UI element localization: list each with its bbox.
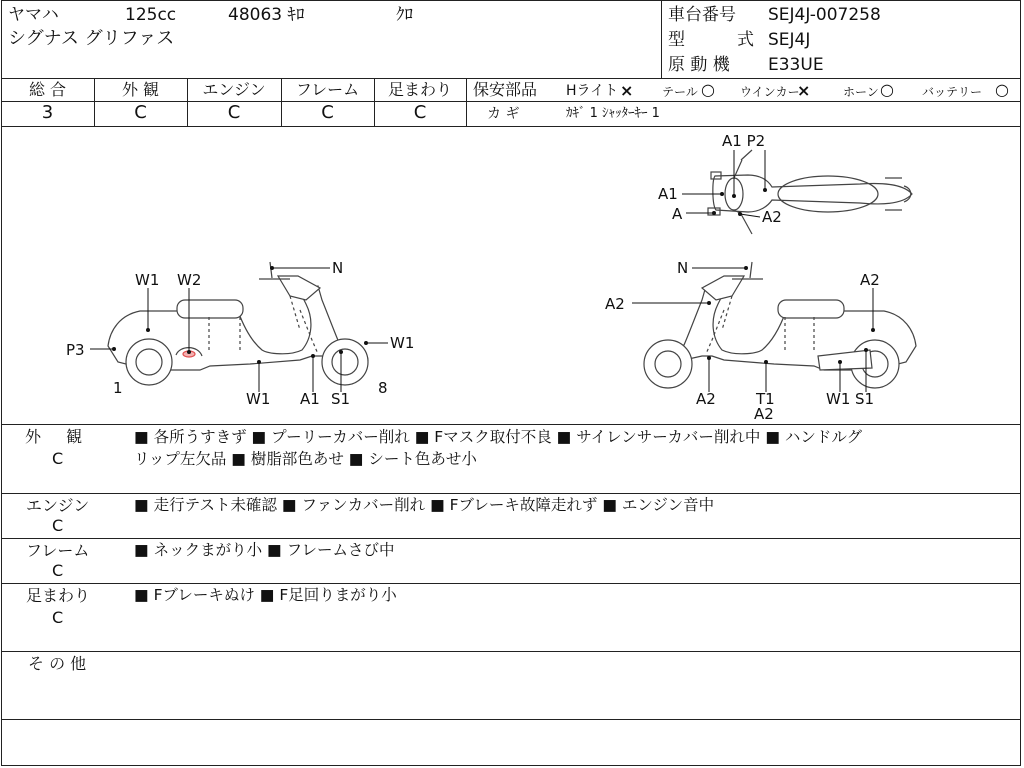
section-label: エンジン [26,496,90,515]
safety-horn: ホーン [843,85,879,99]
safety-battery: バッテリー [922,85,983,99]
label-left-p3: P3 [66,341,85,359]
divider [1,101,1021,102]
label-right-a2-bottom: A2 [696,390,716,408]
section-grade: C [52,449,64,468]
grade-engine-value: C [227,102,241,123]
type-value: SEJ4J [768,30,811,50]
maker: ヤマハ [8,5,59,25]
label-left-w2: W2 [177,271,202,289]
grade-total-value: 3 [41,102,54,123]
safety-winker-mark: × [797,81,811,100]
type-label-2: 式 [737,30,754,50]
label-right-a2-left: A2 [605,295,625,313]
section-line: ■ 走行テスト未確認 ■ ファンカバー削れ ■ Fブレーキ故障走れず ■ エンジン音中 [134,496,715,514]
label-left-a1: A1 [300,390,320,408]
label-top-a1-p2: A1 P2 [722,132,766,150]
displacement: 125cc [125,5,177,25]
safety-horn-mark: ○ [880,80,894,99]
divider [1,719,1021,720]
divider [466,78,467,126]
safety-winker: ウインカー [740,85,800,99]
mileage: 48063 ｷﾛ [228,5,305,25]
section-line: ■ ネックまがり小 ■ フレームさび中 [134,541,395,559]
grade-engine-label: エンジン [202,80,266,99]
safety-headlight-mark: × [620,81,634,100]
model-name: シグナス グリファス [8,28,175,49]
key-value: ｶｷﾞ 1 ｼｬｯﾀｰｷｰ 1 [566,106,660,121]
section-label: フレーム [26,541,90,560]
grade-exterior-label: 外 観 [121,80,160,99]
grade-exterior-value: C [134,102,147,123]
label-top-a: A [672,205,683,223]
divider [1,424,1021,425]
safety-label: 保安部品 [473,80,538,99]
label-top-a2: A2 [762,208,782,226]
label-right-n: N [677,259,689,277]
section-grade: C [52,608,64,627]
label-left-8: 8 [378,379,388,397]
grade-frame-value: C [321,102,334,123]
section-line: リップ左欠品 ■ 樹脂部色あせ ■ シート色あせ小 [134,450,477,468]
section-grade: C [52,516,64,535]
type-label-1: 型 [668,30,685,50]
label-left-w1-bottom: W1 [246,390,271,408]
section-label: そ の 他 [28,654,87,673]
section-line: ■ Fブレーキぬけ ■ F足回りまがり小 [134,586,397,604]
safety-battery-mark: ○ [995,80,1009,99]
divider [1,78,1021,79]
label-right-s1: S1 [855,390,875,408]
label-left-w1-top: W1 [135,271,160,289]
label-left-w1-right: W1 [390,334,415,352]
key-label: カ ギ [487,106,520,122]
label-right-a2-top: A2 [860,271,880,289]
grade-total-label: 総 合 [28,80,67,99]
label-top-a1: A1 [658,185,678,203]
label-left-1: 1 [113,379,123,397]
grade-suspension-label: 足まわり [387,80,452,99]
color: ｸﾛ [396,5,413,25]
grade-suspension-value: C [413,102,427,123]
label-left-s1: S1 [331,390,351,408]
frame-no: SEJ4J-007258 [768,5,881,25]
frame-no-label: 車台番号 [668,5,736,25]
header-divider [661,0,662,78]
section-label: 外 観 [25,427,93,446]
label-right-a2-t1: A2 [754,405,774,423]
safety-headlight: Hライト [566,83,619,99]
engine-label: 原 動 機 [668,55,730,75]
safety-tail-mark: ○ [701,80,715,99]
label-right-w1: W1 [826,390,851,408]
top-view-scooter [708,150,912,234]
section-label: 足まわり [26,586,91,605]
section-grade: C [52,561,64,580]
section-line: ■ 各所うすきず ■ プーリーカバー削れ ■ Fマスク取付不良 ■ サイレンサーカバー削れ中 ■ ハンドルグ [134,428,863,446]
safety-tail: テール [662,85,698,99]
engine-value: E33UE [768,55,824,75]
label-left-n: N [332,259,344,277]
grade-frame-label: フレーム [295,80,360,99]
label-right-t1: T1 [756,390,775,408]
divider [1,651,1021,652]
